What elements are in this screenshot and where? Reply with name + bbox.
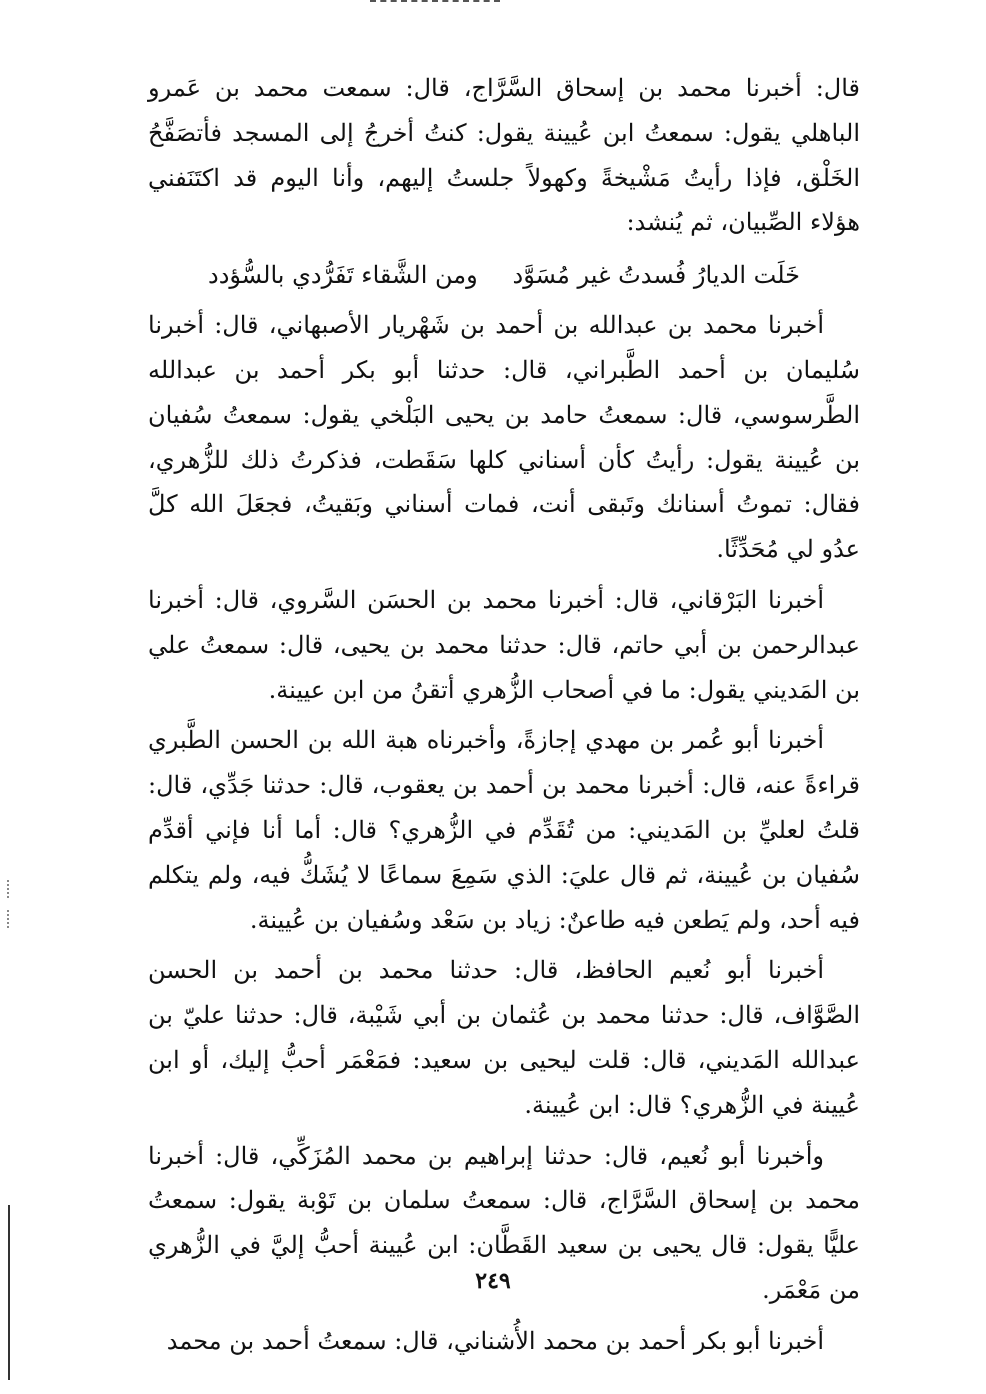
top-edge-mark bbox=[370, 0, 500, 5]
paragraph: أخبرنا محمد بن عبدالله بن أحمد بن شَهْريار الأصبهاني، قال: أخبرنا سُليمان بن أحمد الطَّبراني، قال: حدثنا أبو بكر أحمد بن عبدالله الطَّرسوسي، قال: سمعتُ حامد بن يحيى البَلْخي يقول: سمعتُ سُفيان بن عُيينة يقول: رأيتُ كأن أسناني كلها سَقَطت، فذكرتُ ذلك للزُّهري، فقال: تموتُ أسنانك وتَبقى أنت، فمات أسناني وبَقيتُ، فجعَلَ الله كلَّ عدُو لي مُحَدِّثًا. bbox=[148, 311, 861, 564]
paragraph: أخبرنا البَرْقاني، قال: أخبرنا محمد بن الحسَن السَّروي، قال: أخبرنا عبدالرحمن بن أبي حاتم، قال: حدثنا محمد بن يحيى، قال: سمعتُ علي بن المَديني يقول: ما في أصحاب الزُّهري أتقنُ من ابن عيينة. bbox=[148, 585, 860, 704]
verse-second-hemistich: ومن الشَّقاء تَفَرُّدي بالسُّؤدد bbox=[208, 260, 478, 289]
margin-mark bbox=[7, 880, 11, 898]
paragraph: أخبرنا أبو بكر أحمد بن محمد الأُشناني، قال: سمعتُ أحمد بن محمد bbox=[166, 1326, 824, 1355]
paragraph: قال: أخبرنا محمد بن إسحاق السَّرَّاج، قال: سمعت محمد بن عَمرو الباهلي يقول: سمعتُ ابن عُيينة يقول: كنتُ أخرجُ إلى المسجد فأتصَفَّحُ الخَلْق، فإذا رأيتُ مَشْيخةً وكهولاً جلستُ إليهم، وأنا اليوم قد اكتَنَفني هؤلاء الصِّبيان، ثم يُنشد: bbox=[148, 74, 860, 237]
paragraph: وأخبرنا أبو نُعيم، قال: حدثنا إبراهيم بن محمد المُزَكِّي، قال: أخبرنا محمد بن إسحاق السَّرَّاج، قال: سمعتُ سلمان بن تَوْبة يقول: سمعتُ عليًّا يقول: قال يحيى بن سعيد القَطَّان: ابن عُيينة أحبُّ إليَّ في الزُّهري من مَعْمَر. bbox=[148, 1141, 860, 1304]
page-number: ٢٤٩ bbox=[475, 1268, 511, 1294]
paragraph: أخبرنا أبو عُمر بن مهدي إجازةً، وأخبرناه هبة الله بن الحسن الطَّبري قراءةً عنه، قال: أخبرنا محمد بن أحمد بن يعقوب، قال: حدثنا جَدِّي، قال: قلتُ لعليِّ بن المَديني: من تُقَدِّم في الزُّهري؟ قال: أما أنا فإني أقدِّم سُفيان بن عُيينة، ثم قال عليَ: الذي سَمِعَ سماعًا لا يُشَكُّ فيه، ولم يتكلم فيه أحد، ولم يَطعن فيه طاعنٌ: زياد بن سَعْد وسُفيان بن عُيينة. bbox=[148, 726, 860, 934]
poem-verse bbox=[208, 251, 800, 299]
binding-edge-line bbox=[8, 1205, 10, 1380]
paragraph: أخبرنا أبو نُعيم الحافظ، قال: حدثنا محمد بن أحمد بن الحسن الصَّوَّاف، قال: حدثنا محمد بن عُثمان بن أبي شَيْبة، قال: حدثنا عليّ بن عبدالله المَديني، قال: قلت ليحيى بن سعيد: فمَعْمَر أحبُّ إليك، أو ابن عُيينة في الزُّهري؟ قال: ابن عُيينة. bbox=[148, 956, 860, 1119]
margin-mark bbox=[7, 910, 11, 928]
verse-first-hemistich: خَلَت الديارُ فُسدتُ غير مُسَوَّد bbox=[512, 260, 800, 289]
text-body bbox=[148, 66, 860, 1370]
